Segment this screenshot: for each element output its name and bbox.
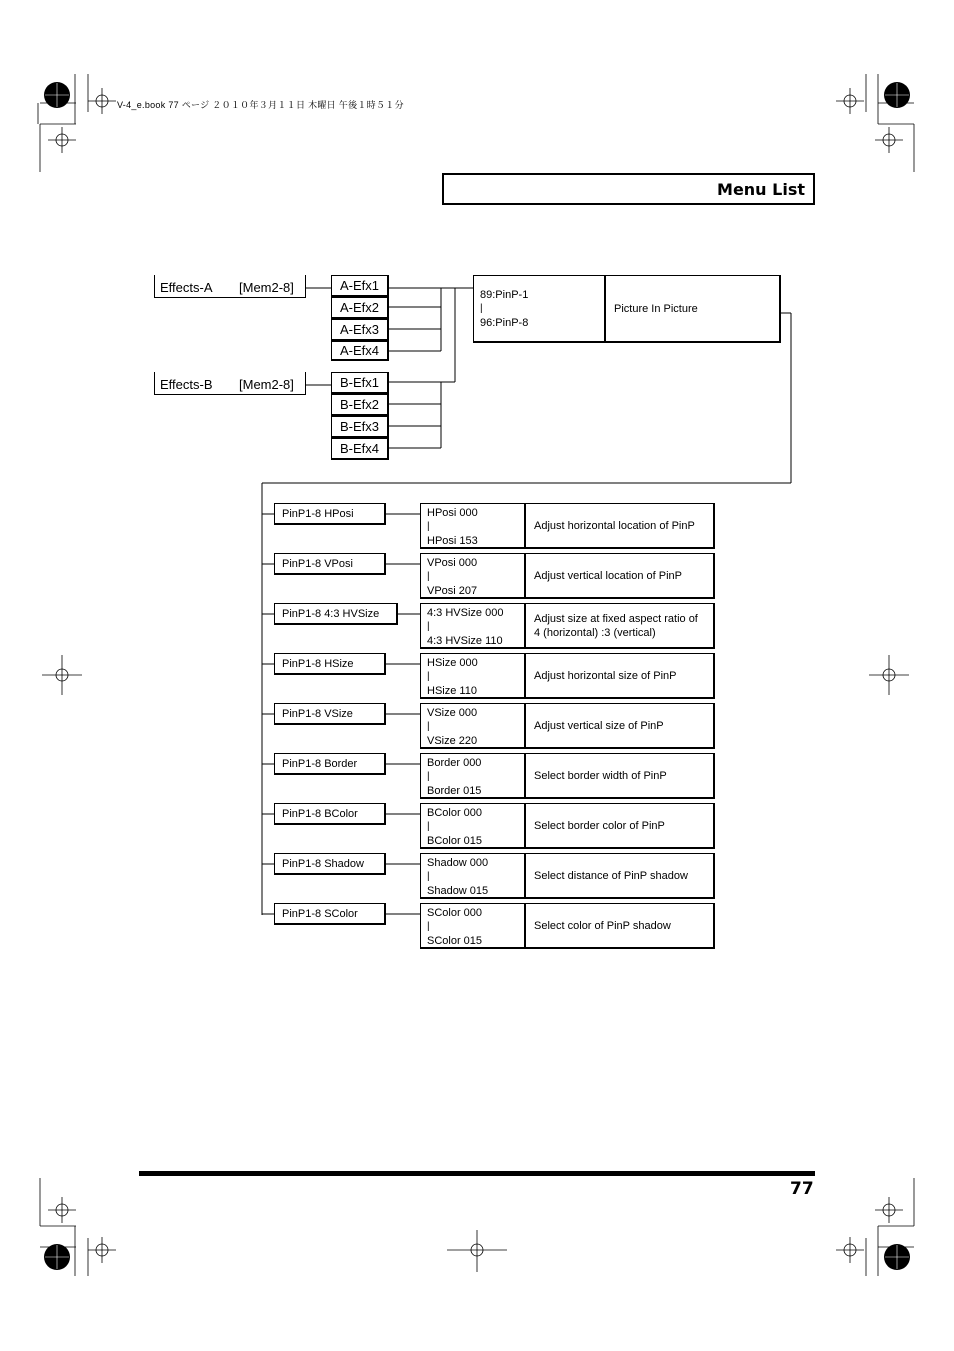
range-max: BColor 015 [427,835,483,847]
pinp-param-desc: Select border color of PinP [525,803,715,849]
range-max: VPosi 207 [427,585,478,597]
range-mid: | [427,821,430,832]
range-mid: | [427,721,430,732]
pinp-param-label[interactable]: PinP1-8 BColor [274,803,386,825]
range-max: 4:3 HVSize 110 [427,635,503,647]
range-mid: | [427,521,430,532]
pinp-param-label[interactable]: PinP1-8 4:3 HVSize [274,603,398,625]
pinp-param-desc: Select distance of PinP shadow [525,853,715,899]
page-number: 77 [790,1179,814,1199]
range-max: Border 015 [427,785,482,797]
efx-item[interactable]: A-Efx3 [331,319,389,341]
pinp-param-label[interactable]: PinP1-8 HPosi [274,503,386,525]
range-min: VSize 000 [427,707,478,719]
efx-item[interactable]: A-Efx4 [331,341,389,361]
range-end: 96:PinP-8 [480,317,529,329]
range-mid: | [427,571,430,582]
range-min: VPosi 000 [427,557,478,569]
efx-item[interactable]: B-Efx4 [331,438,389,460]
range-mid: | [427,871,430,882]
range-max: HSize 110 [427,685,477,697]
range-mid: | [427,921,430,932]
range-min: Border 000 [427,757,482,769]
range-mid: | [427,771,430,782]
range-max: SColor 015 [427,935,483,947]
range-mid: | [480,303,483,314]
file-info-header: V-4_e.book 77 ページ ２０１０年３月１１日 木曜日 午後１時５１分 [117,100,404,110]
range-mid: | [427,621,430,632]
pinp-param-label[interactable]: PinP1-8 Shadow [274,853,386,875]
pinp-param-label[interactable]: PinP1-8 VSize [274,703,386,725]
pinp-param-desc: Select border width of PinP [525,753,715,799]
efx-item[interactable]: A-Efx1 [331,275,389,297]
range-min: HSize 000 [427,657,478,669]
range-min: SColor 000 [427,907,483,919]
range-min: HPosi 000 [427,507,478,519]
range-min: BColor 000 [427,807,483,819]
range-max: Shadow 015 [427,885,489,897]
range-mid: | [427,671,430,682]
section-title: Menu List [717,179,805,199]
pinp-param-desc: Adjust vertical location of PinP [525,553,715,599]
range-min: Shadow 000 [427,857,489,869]
pinp-param-desc: Adjust horizontal size of PinP [525,653,715,699]
effects-b-mem: [Mem2-8] [239,377,294,392]
footer-rule [139,1171,815,1176]
efx-item[interactable]: B-Efx2 [331,394,389,416]
range-min: 4:3 HVSize 000 [427,607,504,619]
effects-a-mem: [Mem2-8] [239,280,294,295]
pinp-param-label[interactable]: PinP1-8 HSize [274,653,386,675]
pinp-param-label[interactable]: PinP1-8 Border [274,753,386,775]
pinp-param-desc: Adjust horizontal location of PinP [525,503,715,549]
efx-item[interactable]: A-Efx2 [331,297,389,319]
effects-a-label: Effects-A [160,280,213,295]
effects-b-label: Effects-B [160,377,213,392]
pinp-param-desc: Adjust size at fixed aspect ratio of 4 (horizontal) :3 (vertical) [525,603,715,649]
range-start: 89:PinP-1 [480,289,529,301]
pinp-param-desc: Adjust vertical size of PinP [525,703,715,749]
pinp-select-desc: Picture In Picture [605,275,781,343]
efx-item[interactable]: B-Efx3 [331,416,389,438]
pinp-param-label[interactable]: PinP1-8 VPosi [274,553,386,575]
range-max: HPosi 153 [427,535,478,547]
efx-item[interactable]: B-Efx1 [331,372,389,394]
pinp-param-label[interactable]: PinP1-8 SColor [274,903,386,925]
pinp-param-desc: Select color of PinP shadow [525,903,715,949]
range-max: VSize 220 [427,735,478,747]
